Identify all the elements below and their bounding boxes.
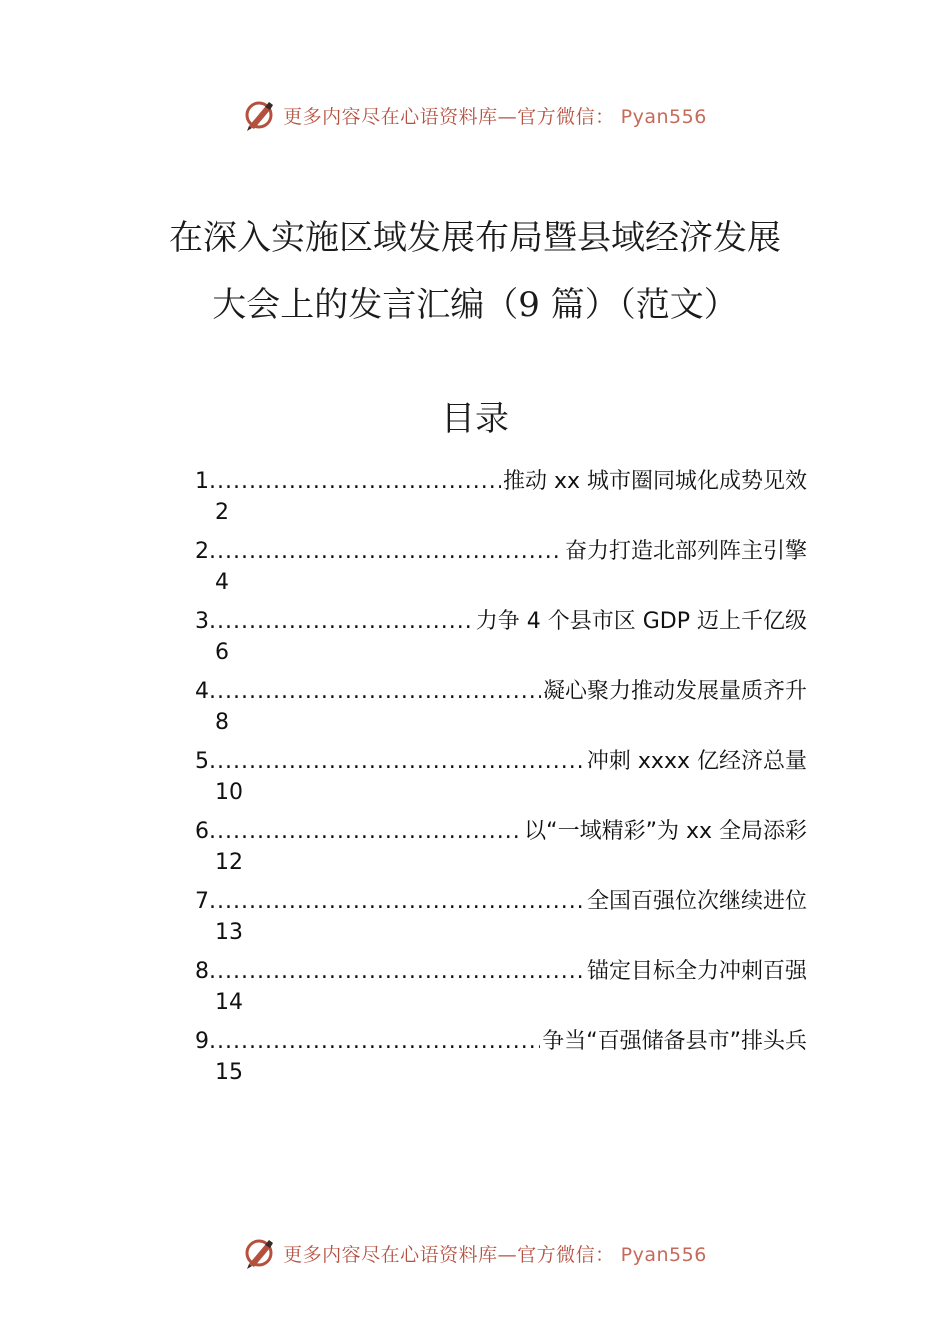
toc-item-page: 8 <box>215 710 229 735</box>
toc-leader-dots <box>209 1026 540 1058</box>
toc-item[interactable] <box>195 956 807 1026</box>
toc-leader-dots <box>209 746 585 778</box>
toc-item[interactable] <box>195 886 807 956</box>
toc-leader-dots <box>209 676 541 708</box>
toc-item-number: 3 <box>195 609 209 634</box>
toc-leader-dots <box>209 606 474 638</box>
toc-item-number: 7 <box>195 889 209 914</box>
toc-item-page: 4 <box>215 570 229 595</box>
toc-item-title: 力争 4 个县市区 GDP 迈上千亿级 <box>475 609 807 634</box>
header-banner <box>0 92 950 138</box>
pen-logo-icon <box>243 98 277 132</box>
toc-item-number: 1 <box>195 469 209 494</box>
banner-text: 更多内容尽在心语资料库—官方微信： Pyan556 <box>283 105 707 128</box>
toc-item[interactable] <box>195 746 807 816</box>
toc-heading: 目录 <box>441 399 509 439</box>
footer-banner <box>0 1230 950 1276</box>
toc-item-title: 以“一域精彩”为 xx 全局添彩 <box>524 819 807 844</box>
toc-item-title: 全国百强位次继续进位 <box>586 889 807 914</box>
toc-item-page: 15 <box>215 1060 243 1085</box>
toc-item-title: 凝心聚力推动发展量质齐升 <box>542 679 807 704</box>
toc-item-page: 10 <box>215 780 243 805</box>
banner-text: 更多内容尽在心语资料库—官方微信： Pyan556 <box>283 1243 707 1266</box>
toc-item-page: 6 <box>215 640 229 665</box>
toc-leader-dots <box>209 466 501 498</box>
toc-item-number: 8 <box>195 959 209 984</box>
toc-item-number: 4 <box>195 679 209 704</box>
toc-item-title: 推动 xx 城市圈同城化成势见效 <box>502 469 807 494</box>
toc-item-number: 5 <box>195 749 209 774</box>
toc-item-number: 9 <box>195 1029 209 1054</box>
toc-item-page: 2 <box>215 500 229 525</box>
toc-item[interactable] <box>195 1026 807 1096</box>
toc-item-title: 奋力打造北部列阵主引擎 <box>564 539 807 564</box>
toc-leader-dots <box>209 536 563 568</box>
document-title-line-2: 大会上的发言汇编（9 篇）（范文） <box>212 285 738 325</box>
toc-item[interactable] <box>195 676 807 746</box>
document-title-line-1: 在深入实施区域发展布局暨县域经济发展 <box>169 218 781 258</box>
toc-item-title: 争当“百强储备县市”排头兵 <box>542 1029 807 1054</box>
toc-item[interactable] <box>195 536 807 606</box>
toc-leader-dots <box>209 886 585 918</box>
toc-item-number: 2 <box>195 539 209 564</box>
toc-item-page: 14 <box>215 990 243 1015</box>
toc-item-title: 冲刺 xxxx 亿经济总量 <box>586 749 807 774</box>
toc-item-title: 锚定目标全力冲刺百强 <box>586 959 807 984</box>
toc-item-page: 13 <box>215 920 243 945</box>
banner-wechat-id: Pyan556 <box>620 105 707 128</box>
pen-logo-icon <box>243 1236 277 1270</box>
toc-leader-dots <box>209 816 522 848</box>
toc-item[interactable] <box>195 606 807 676</box>
toc-item[interactable] <box>195 816 807 886</box>
toc-leader-dots <box>209 956 585 988</box>
table-of-contents <box>195 466 807 1096</box>
toc-item-number: 6 <box>195 819 209 844</box>
banner-wechat-id: Pyan556 <box>620 1243 707 1266</box>
toc-item-page: 12 <box>215 850 243 875</box>
toc-item[interactable] <box>195 466 807 536</box>
